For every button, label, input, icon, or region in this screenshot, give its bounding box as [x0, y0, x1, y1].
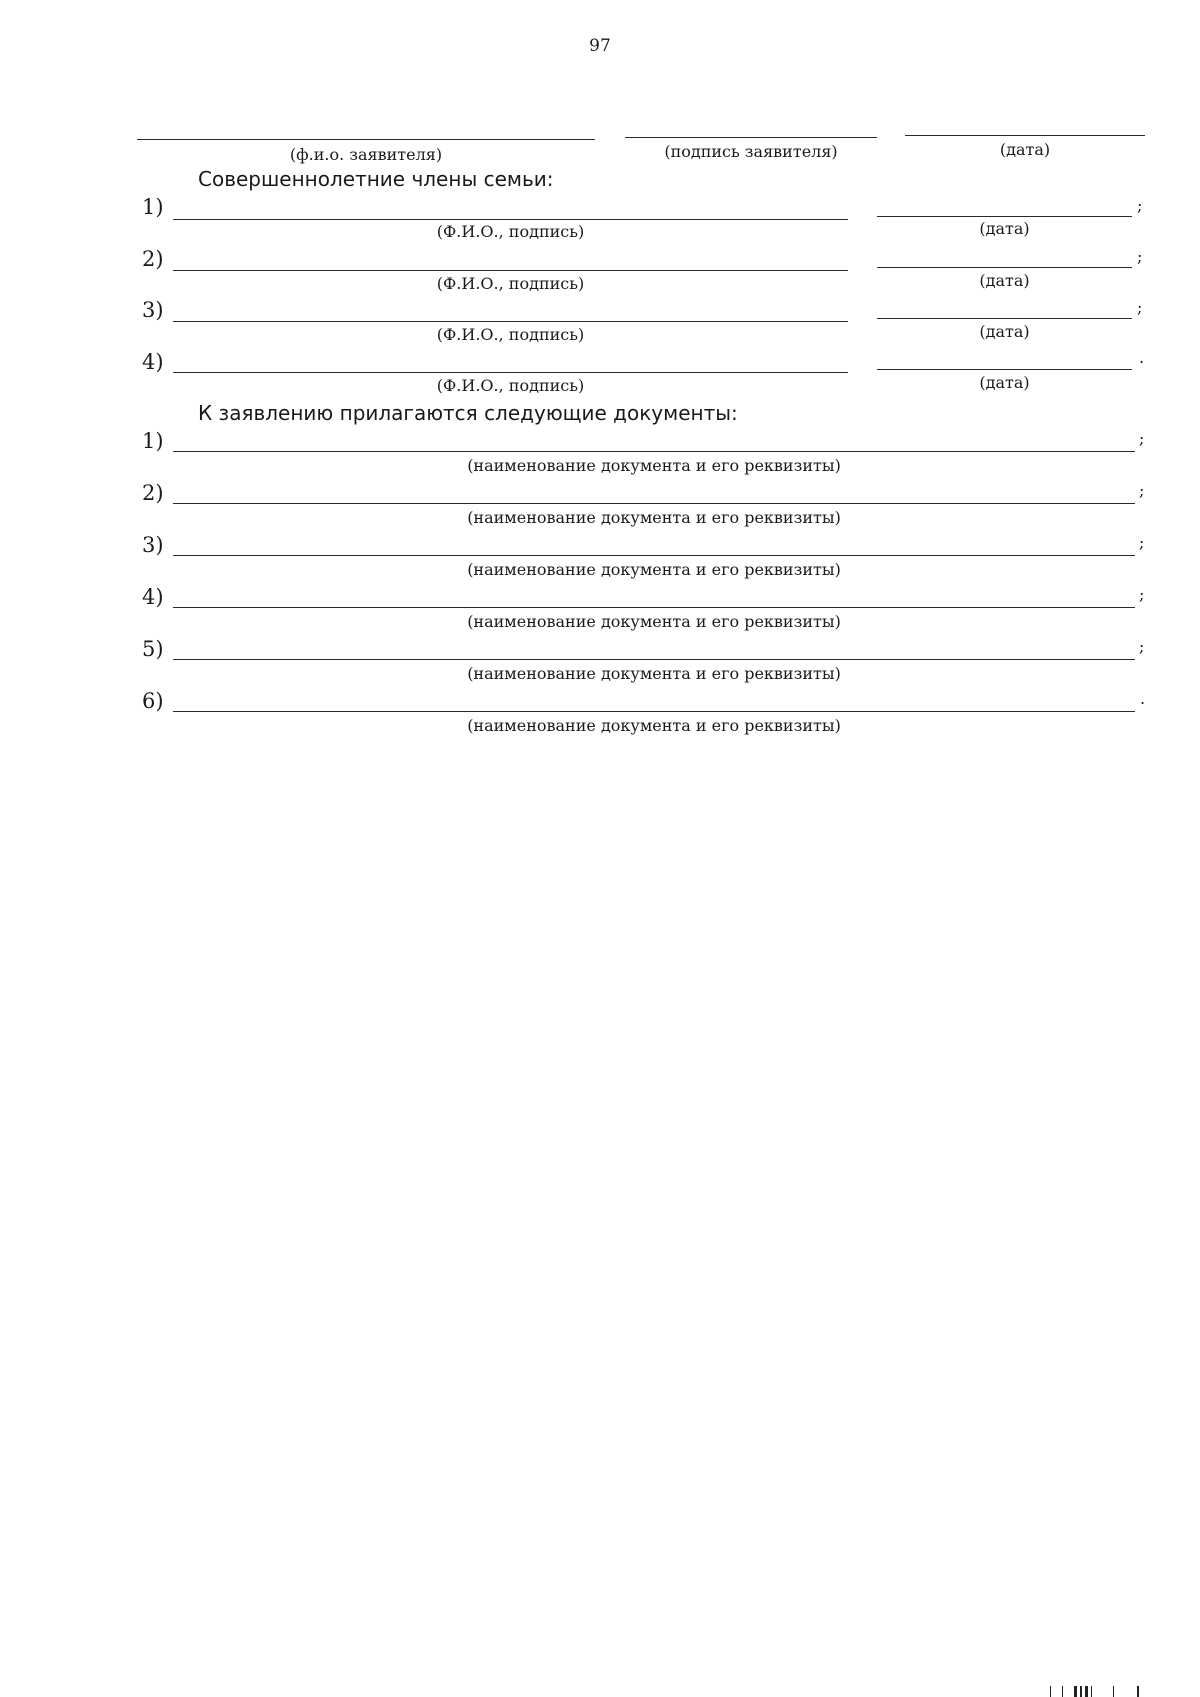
applicant-date-line[interactable] [905, 135, 1145, 136]
row-number: 2) [142, 481, 164, 505]
date-line[interactable] [877, 267, 1132, 268]
date-line[interactable] [877, 369, 1132, 370]
row-end-mark: . [1139, 348, 1145, 367]
applicant-date-caption: (дата) [999, 140, 1051, 159]
fio-signature-caption: (Ф.И.О., подпись) [436, 222, 585, 241]
date-caption: (дата) [979, 322, 1030, 341]
date-caption: (дата) [979, 219, 1030, 238]
document-line[interactable] [173, 659, 1135, 660]
fio-signature-line[interactable] [173, 372, 848, 373]
date-line[interactable] [877, 318, 1132, 319]
row-number: 3) [142, 533, 164, 557]
page-number: 97 [589, 36, 611, 56]
document-line[interactable] [173, 451, 1135, 452]
fio-signature-line[interactable] [173, 219, 848, 220]
row-end-mark: ; [1139, 429, 1145, 448]
row-number: 2) [142, 247, 164, 271]
family-heading: Совершеннолетние члены семьи: [198, 167, 554, 191]
document-caption: (наименование документа и его реквизиты) [467, 456, 841, 475]
fio-signature-line[interactable] [173, 270, 848, 271]
document-line[interactable] [173, 607, 1135, 608]
row-number: 1) [142, 429, 164, 453]
row-number: 6) [142, 689, 164, 713]
document-caption: (наименование документа и его реквизиты) [467, 612, 841, 631]
document-line[interactable] [173, 555, 1135, 556]
row-end-mark: ; [1139, 533, 1145, 552]
row-end-mark: . [1140, 689, 1146, 708]
fio-signature-line[interactable] [173, 321, 848, 322]
document-caption: (наименование документа и его реквизиты) [467, 560, 841, 579]
row-number: 4) [142, 585, 164, 609]
applicant-signature-line[interactable] [625, 137, 877, 138]
row-number: 4) [142, 350, 164, 374]
applicant-signature-caption: (подпись заявителя) [664, 142, 838, 161]
document-line[interactable] [173, 711, 1135, 712]
date-line[interactable] [877, 216, 1132, 217]
row-number: 3) [142, 298, 164, 322]
applicant-fio-caption: (ф.и.о. заявителя) [289, 145, 443, 164]
document-caption: (наименование документа и его реквизиты) [467, 664, 841, 683]
row-end-mark: ; [1137, 298, 1143, 317]
row-end-mark: ; [1139, 585, 1145, 604]
date-caption: (дата) [979, 373, 1030, 392]
document-caption: (наименование документа и его реквизиты) [467, 716, 841, 735]
row-end-mark: ; [1139, 481, 1145, 500]
row-end-mark: ; [1137, 247, 1143, 266]
document-line[interactable] [173, 503, 1135, 504]
scan-barcode-mark [1050, 1686, 1180, 1697]
documents-heading: К заявлению прилагаются следующие документы: [198, 401, 738, 425]
fio-signature-caption: (Ф.И.О., подпись) [436, 325, 585, 344]
date-caption: (дата) [979, 271, 1030, 290]
fio-signature-caption: (Ф.И.О., подпись) [436, 376, 585, 395]
row-number: 1) [142, 195, 164, 219]
row-end-mark: ; [1137, 196, 1143, 215]
document-caption: (наименование документа и его реквизиты) [467, 508, 841, 527]
fio-signature-caption: (Ф.И.О., подпись) [436, 274, 585, 293]
row-end-mark: ; [1139, 637, 1145, 656]
applicant-fio-line[interactable] [137, 139, 595, 140]
row-number: 5) [142, 637, 164, 661]
